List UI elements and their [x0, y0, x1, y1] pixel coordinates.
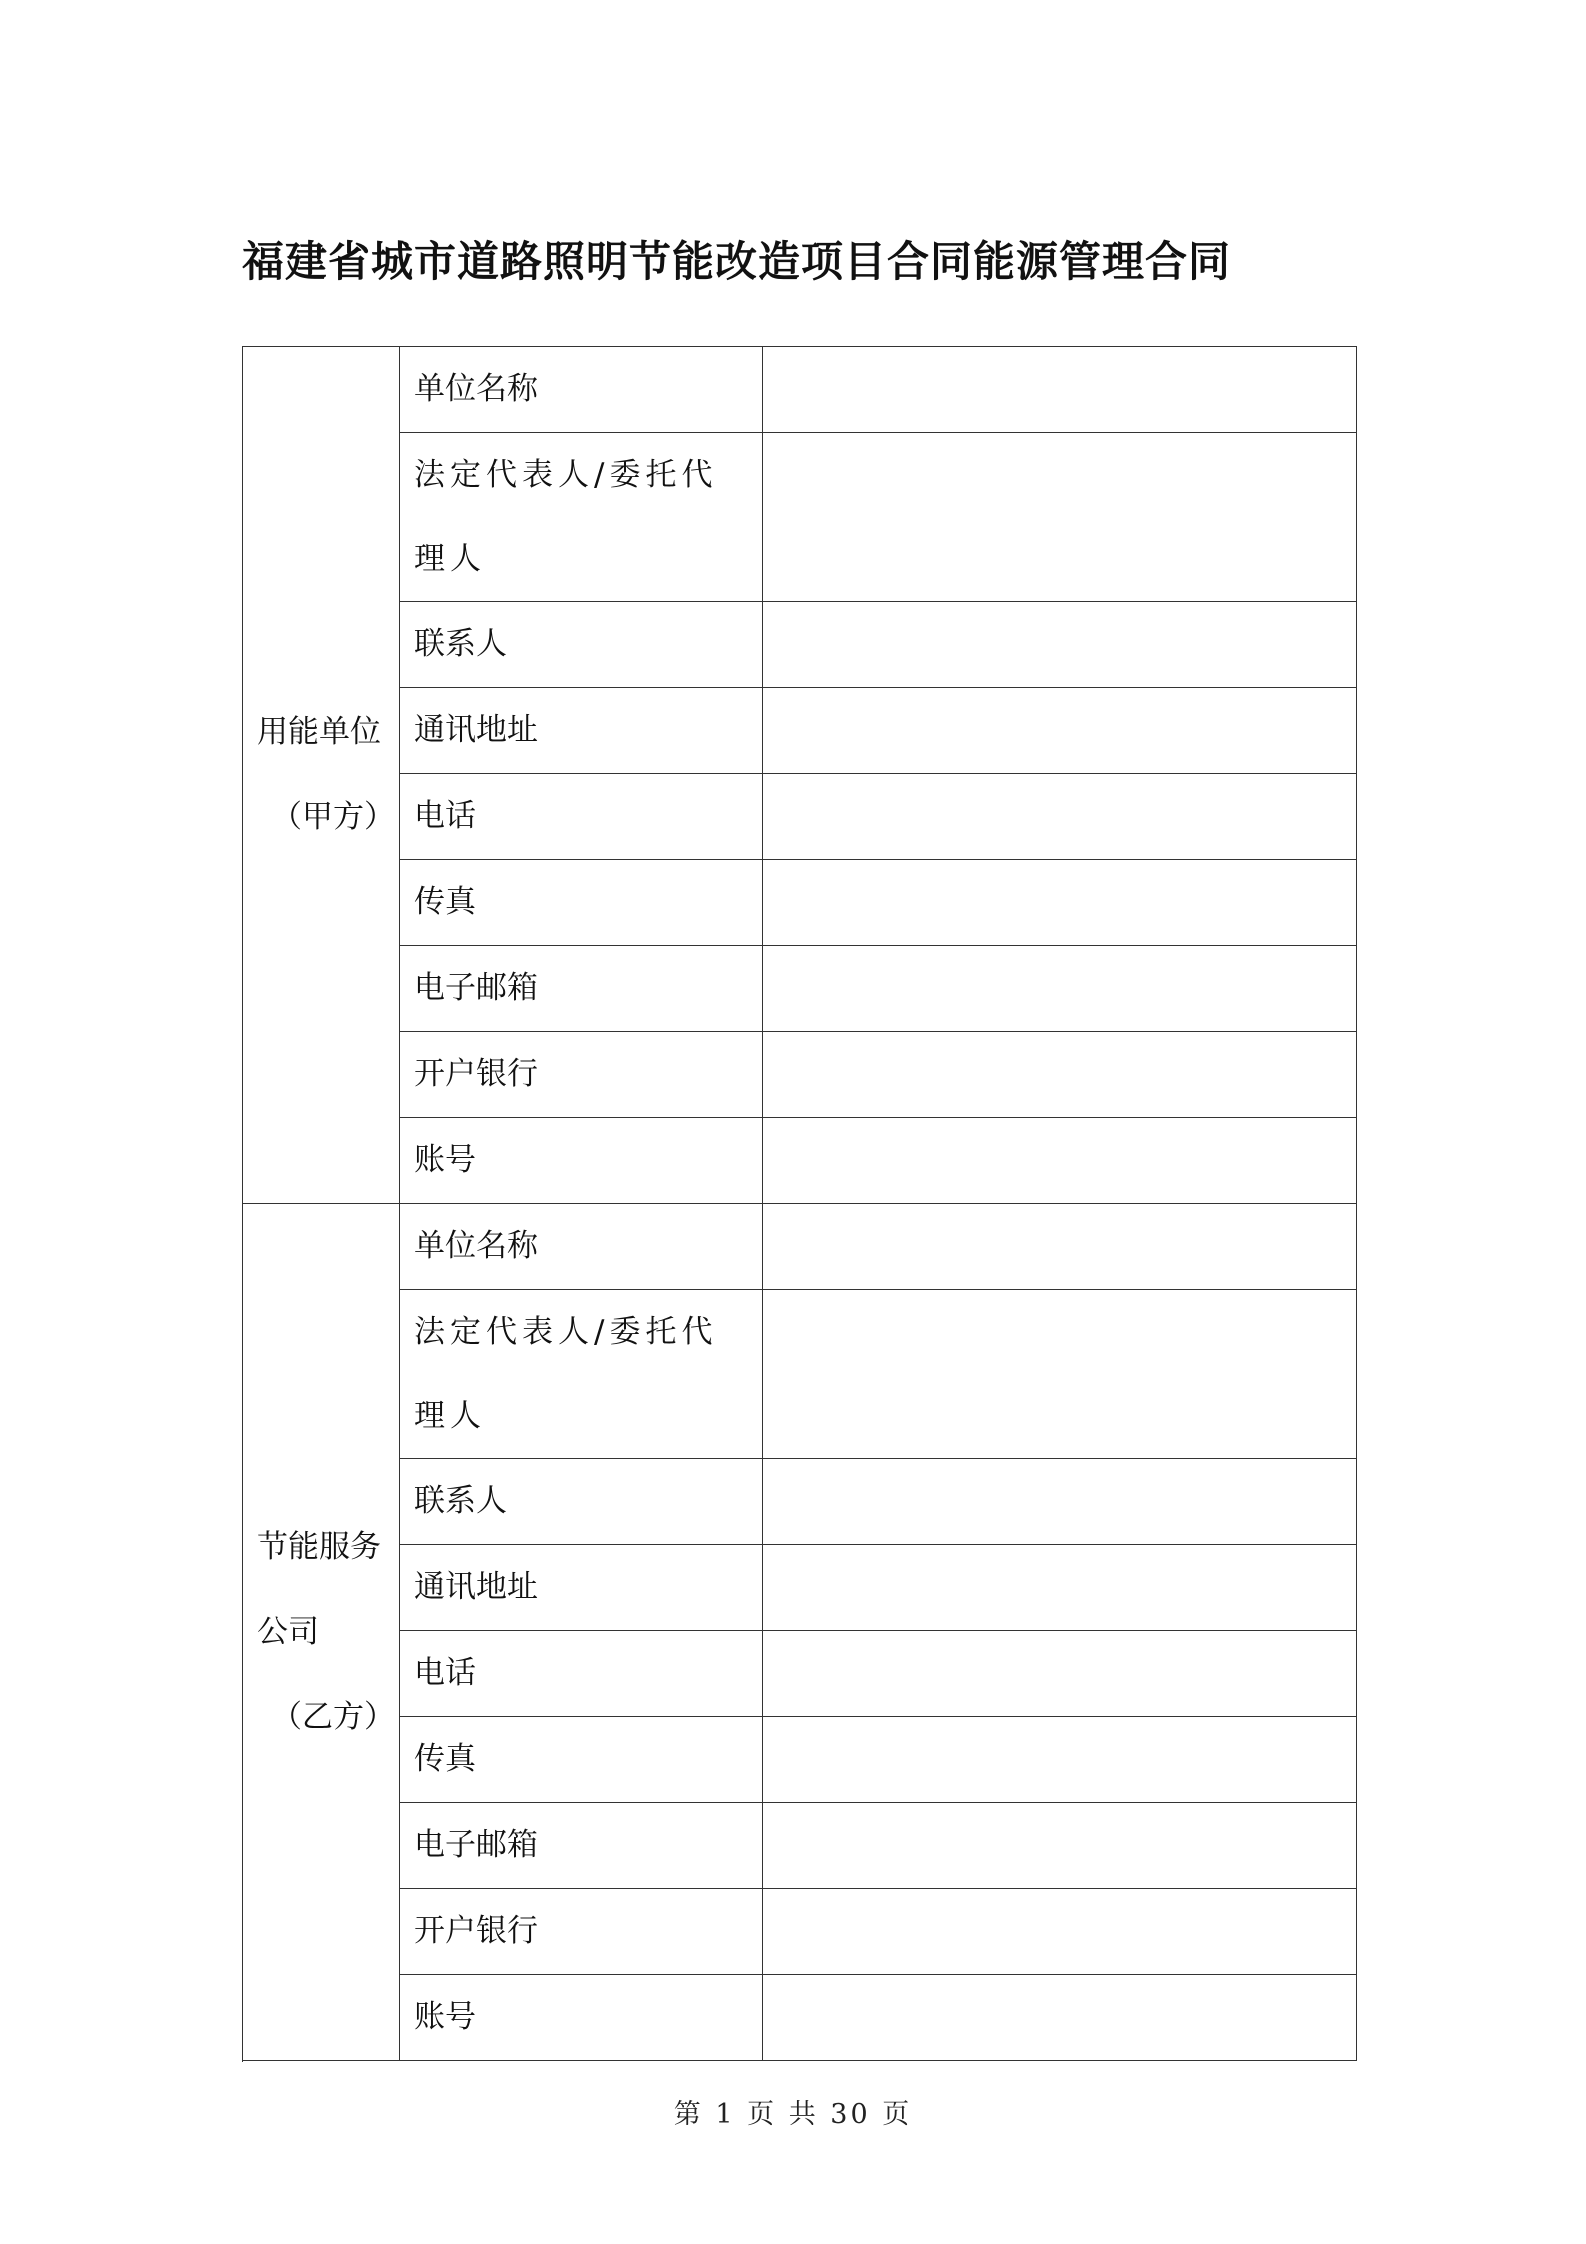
party-a-label-phone: 电话	[400, 774, 763, 860]
party-a-heading-line2: （甲方）	[271, 799, 395, 835]
party-b-label-email: 电子邮箱	[400, 1803, 763, 1889]
party-b-heading-line2: 公司	[257, 1613, 319, 1650]
party-a-value-unit-name[interactable]	[763, 347, 1357, 433]
party-b-label-address: 通讯地址	[400, 1545, 763, 1631]
party-b-value-contact[interactable]	[763, 1459, 1357, 1545]
party-b-label-phone: 电话	[400, 1631, 763, 1717]
party-a-heading	[243, 347, 400, 1204]
party-b-label-legal-rep: 法定代表人/委托代理人	[400, 1290, 763, 1459]
document-title: 福建省城市道路照明节能改造项目合同能源管理合同	[242, 237, 1232, 286]
contract-parties-table	[242, 346, 1357, 2061]
party-b-label-account: 账号	[400, 1975, 763, 2061]
party-a-value-fax[interactable]	[763, 860, 1357, 946]
party-b-value-address[interactable]	[763, 1545, 1357, 1631]
table-row	[243, 1032, 1357, 1118]
page-number-footer: 第 1 页 共 30 页	[673, 2099, 913, 2130]
party-b-value-email[interactable]	[763, 1803, 1357, 1889]
party-b-value-phone[interactable]	[763, 1631, 1357, 1717]
party-a-value-phone[interactable]	[763, 774, 1357, 860]
party-a-value-email[interactable]	[763, 946, 1357, 1032]
table-row	[243, 688, 1357, 774]
party-a-label-contact: 联系人	[400, 602, 763, 688]
table-row	[243, 860, 1357, 946]
party-b-value-bank[interactable]	[763, 1889, 1357, 1975]
party-b-value-legal-rep[interactable]	[763, 1290, 1357, 1459]
table-row	[243, 1889, 1357, 1975]
party-a-value-legal-rep[interactable]	[763, 433, 1357, 602]
table-row	[243, 347, 1357, 433]
party-b-heading-line1: 节能服务	[257, 1528, 381, 1565]
party-a-value-contact[interactable]	[763, 602, 1357, 688]
table-row	[243, 602, 1357, 688]
party-b-label-bank: 开户银行	[400, 1889, 763, 1975]
table-row	[243, 1717, 1357, 1803]
table-row	[243, 946, 1357, 1032]
table-row	[243, 774, 1357, 860]
party-a-label-account: 账号	[400, 1118, 763, 1204]
party-a-label-address: 通讯地址	[400, 688, 763, 774]
table-row	[243, 1631, 1357, 1717]
table-row	[243, 1290, 1357, 1459]
table-row	[243, 1975, 1357, 2061]
party-b-label-unit-name: 单位名称	[400, 1204, 763, 1290]
party-a-label-fax: 传真	[400, 860, 763, 946]
party-b-heading	[243, 1204, 400, 2061]
table-row	[243, 1545, 1357, 1631]
party-b-label-fax: 传真	[400, 1717, 763, 1803]
table-row	[243, 1459, 1357, 1545]
party-b-value-fax[interactable]	[763, 1717, 1357, 1803]
party-a-heading-line1: 用能单位	[257, 714, 381, 750]
table-row	[243, 1204, 1357, 1290]
party-b-label-contact: 联系人	[400, 1459, 763, 1545]
party-b-value-account[interactable]	[763, 1975, 1357, 2061]
party-a-label-unit-name: 单位名称	[400, 347, 763, 433]
party-a-value-bank[interactable]	[763, 1032, 1357, 1118]
party-b-heading-line3: （乙方）	[271, 1698, 395, 1735]
party-a-label-legal-rep: 法定代表人/委托代理人	[400, 433, 763, 602]
party-a-value-account[interactable]	[763, 1118, 1357, 1204]
table-row	[243, 1118, 1357, 1204]
table-row	[243, 433, 1357, 602]
table-row	[243, 1803, 1357, 1889]
party-a-value-address[interactable]	[763, 688, 1357, 774]
party-a-label-bank: 开户银行	[400, 1032, 763, 1118]
party-a-label-email: 电子邮箱	[400, 946, 763, 1032]
party-b-value-unit-name[interactable]	[763, 1204, 1357, 1290]
